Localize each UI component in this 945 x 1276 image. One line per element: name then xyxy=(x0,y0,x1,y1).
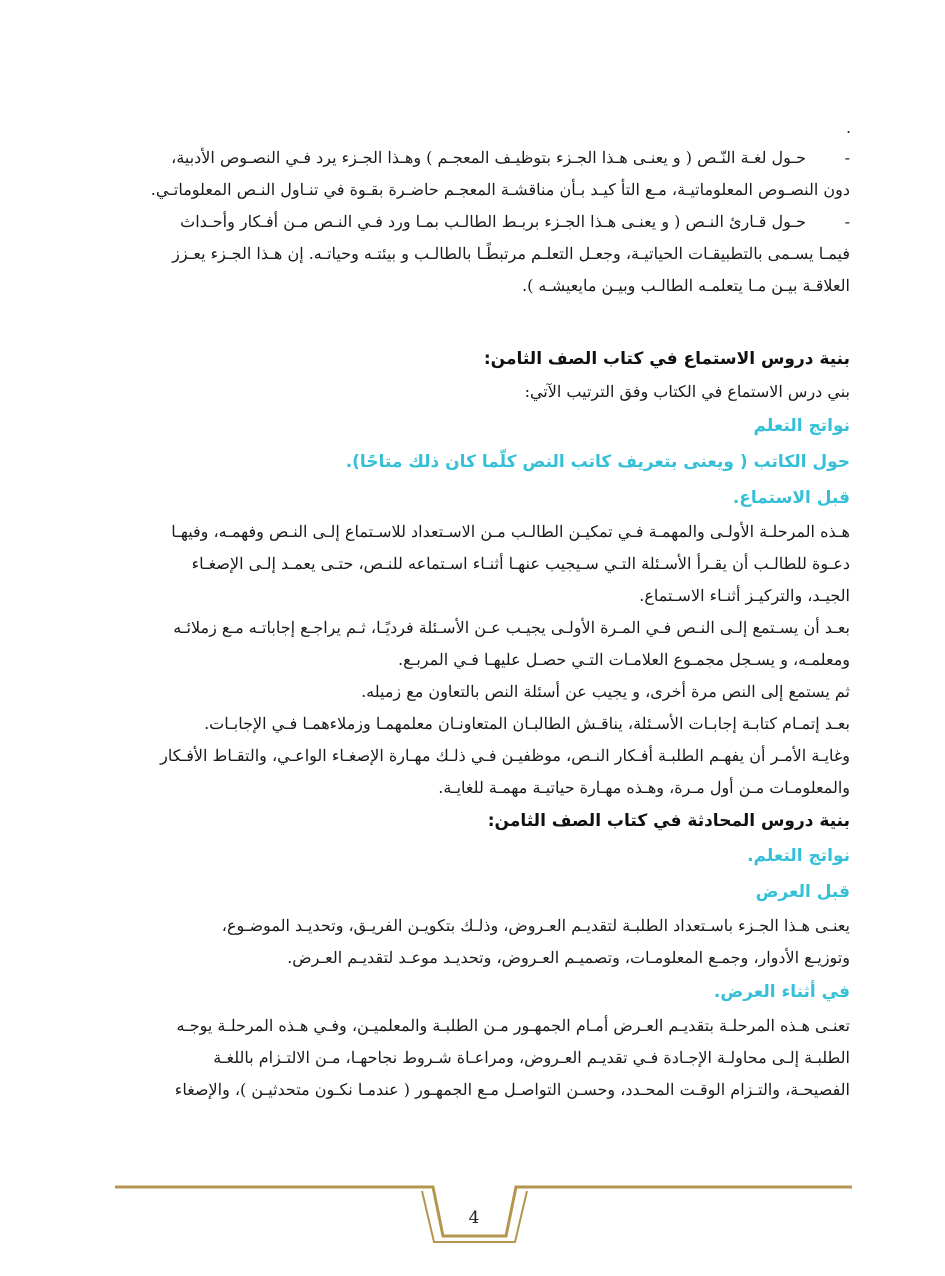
text-line: ومعلمـه، و يسـجل مجمـوع العلامـات التـي حصـل عليهـا فـي المربـع. xyxy=(398,650,850,669)
listening-intro: بني درس الاستماع في الكتاب وفق الترتيب الآتي: xyxy=(524,382,850,401)
listening-paragraph-5 xyxy=(110,740,850,804)
text-line: بعـد أن يسـتمع إلـى النـص فـي المـرة الأولـى يجيـب عـن الأسـئلة فرديًـا، ثـم يراجـع إجاباتـه مـع زملائـه xyxy=(173,618,850,637)
conversation-before-paragraph xyxy=(110,910,850,974)
conversation-before-heading: قبل العرض xyxy=(755,882,850,902)
text-line: تعنـى هـذه المرحلـة بتقديـم العـرض أمـام الجمهـور مـن الطلبـة والمعلميـن، وفـي هـذه المرحلـة يوجـه xyxy=(176,1016,850,1035)
conversation-section-title: بنية دروس المحادثة في كتاب الصف الثامن: xyxy=(487,811,850,831)
bullet-dash: - xyxy=(844,148,850,167)
conversation-during-paragraph xyxy=(110,1010,850,1106)
text-line: يعنـى هـذا الجـزء باسـتعداد الطلبـة لتقديـم العـروض، وذلـك بتكويـن الفريـق، وتحديـد الموضـوع، xyxy=(221,916,850,935)
listening-paragraph-3 xyxy=(110,676,850,708)
page-content xyxy=(110,112,850,1106)
text-line: الطلبـة إلـى محاولـة الإجـادة فـي تقديـم العـروض، ومراعـاة شـروط نجاحهـا، مـن الالتـزام باللغـة xyxy=(213,1048,850,1067)
intro-bullet-1-line-2: دون النصـوص المعلوماتيـة، مـع التأ كيـد بـأن مناقشـة المعجـم حاضـرة بقـوة في تنـاول النـص المعلوماتـي. xyxy=(150,180,850,199)
listening-paragraph-1 xyxy=(110,516,850,612)
text-line: بعـد إتمـام كتابـة إجابـات الأسـئلة، يناقـش الطالبـان المتعاونـان معلمهمـا وزملاءهمـا فـي الإجابـات. xyxy=(204,714,850,733)
text-line: والمعلومـات مـن أول مـرة، وهـذه مهـارة حياتيـة مهمـة للغايـة. xyxy=(438,778,850,797)
bullet-dash: - xyxy=(844,212,850,231)
text-line: الفصيحـة، والتـزام الوقـت المحـدد، وحسـن التواصـل مـع الجمهـور ( عندمـا نكـون متحدثيـن )، والإصغاء xyxy=(174,1080,850,1099)
intro-bullet-1-line-1: -حـول لغـة النّـص ( و يعنـى هـذا الجـزء بتوظيـف المعجـم ) وهـذا الجـزء يرد فـي النصـوص الأدبية، xyxy=(110,142,850,174)
text-line: دعـوة للطالـب أن يقـرأ الأسـئلة التـي سـيجيب عنهـا أثنـاء اسـتماعه للنـص، حتـى يعمـد إلـى الإصغـاء xyxy=(191,554,850,573)
intro-bullet-2-line-1: -حـول قـارئ النـص ( و يعنـى هـذا الجـزء بربـط الطالـب بمـا ورد فـي النـص مـن أفـكار وأحـداث xyxy=(110,206,850,238)
text-line: الجيـد، والتركيـز أثنـاء الاسـتماع. xyxy=(639,586,850,605)
intro-bullet-2-line-3: العلاقـة بيـن مـا يتعلمـه الطالـب وبيـن مايعيشـه ). xyxy=(522,276,850,295)
listening-outcomes-heading: نواتج التعلم xyxy=(753,416,850,436)
text-line: ثم يستمع إلى النص مرة أخرى، و يجيب عن أسئلة النص بالتعاون مع زميله. xyxy=(361,682,850,701)
stray-dot: . xyxy=(846,118,852,137)
conversation-outcomes-heading: نواتج التعلم. xyxy=(747,846,850,866)
intro-bullet-1 xyxy=(110,142,850,206)
text-line: هـذه المرحلـة الأولـى والمهمـة فـي تمكيـن الطالـب مـن الاسـتعداد للاسـتماع إلـى النـص وفهمـه، وفيهـا xyxy=(171,522,850,541)
page-number: 4 xyxy=(468,1208,480,1228)
listening-paragraph-4 xyxy=(110,708,850,740)
listening-before-heading: قبل الاستماع. xyxy=(732,488,850,508)
intro-bullet-2 xyxy=(110,206,850,302)
listening-section-title: بنية دروس الاستماع في كتاب الصف الثامن: xyxy=(483,349,850,369)
listening-paragraph-2 xyxy=(110,612,850,676)
text-line: وتوزيـع الأدوار، وجمـع المعلومـات، وتصميـم العـروض، وتحديـد موعـد لتقديـم العـرض. xyxy=(287,948,850,967)
text-line: وغايـة الأمـر أن يفهـم الطلبـة أفـكار النـص، موظفيـن فـي ذلـك مهـارة الإصغـاء الواعـي، والتقـاط الأفـكار xyxy=(160,746,850,765)
conversation-during-heading: في أثناء العرض. xyxy=(713,982,850,1002)
intro-bullet-2-line-2: فيمـا يسـمى بالتطبيقـات الحياتيـة، وجعـل التعلـم مرتبطًـا بالطالـب و بيئتـه وحياتـه. إن هـذا الجـزء يعـزز xyxy=(172,244,850,263)
listening-author-heading: حول الكاتب ( ويعنى بتعريف كاتب النص كلّما كان ذلك متاحًا). xyxy=(345,452,850,472)
